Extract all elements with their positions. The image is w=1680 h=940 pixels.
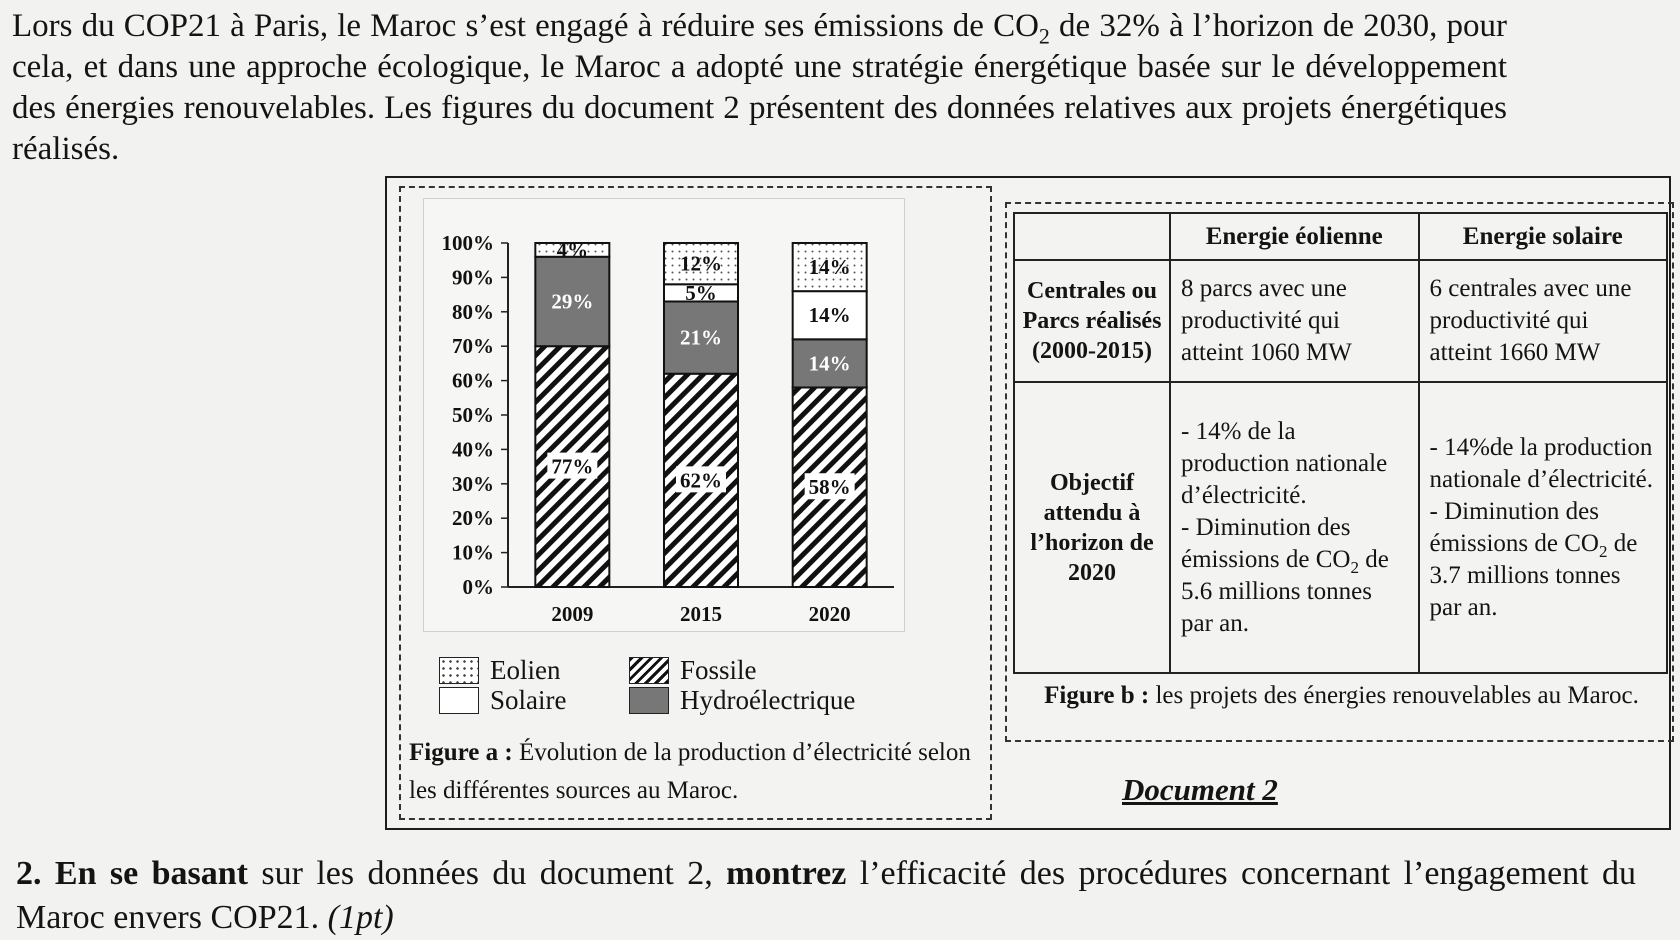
document-2-box: [385, 176, 1671, 830]
cell-eolien-centrales: 8 parcs avec une productivité qui atteint 1060 MW: [1170, 260, 1419, 382]
data-label: 58%: [808, 475, 851, 500]
figure-a-text: Évolution de la production d’électricité selon les différentes sources au Maroc.: [409, 739, 971, 804]
question-text-1: sur les données du document 2,: [248, 855, 727, 892]
y-tick-label: 0%: [462, 575, 494, 599]
solaire-co2-sub: 2: [1598, 541, 1608, 561]
legend-solaire: [439, 684, 566, 716]
solaire-objectif-a: - 14%de la production nationale d’électricité.: [1429, 433, 1653, 493]
eolien-co2-sub: 2: [1350, 557, 1359, 577]
data-label: 14%: [808, 303, 851, 328]
figure-a-caption: [409, 734, 984, 810]
intro-text-1: Lors du COP21 à Paris, le Maroc s’est engagé à réduire ses émissions de CO: [12, 8, 1039, 44]
legend-solaire-label: Solaire: [490, 684, 567, 715]
question-bold-1: En se basant: [41, 855, 248, 892]
eolien-objectif-a: - 14% de la production nationale d’électricité.: [1181, 417, 1388, 509]
fossile-swatch: [629, 657, 669, 684]
eolien-objectif-b: - Diminution des émissions de CO: [1181, 513, 1351, 573]
legend-hydro: [629, 684, 855, 716]
data-label: 14%: [808, 255, 851, 280]
question-paragraph: [16, 852, 1636, 940]
table-row: [1014, 382, 1667, 673]
y-tick-label: 80%: [452, 299, 494, 324]
figure-b-label: Figure b :: [1044, 682, 1150, 709]
table-corner-cell: [1014, 213, 1170, 260]
data-label: 4%: [556, 237, 589, 262]
table-header-row: [1014, 213, 1667, 260]
solaire-objectif-c: de 3.7 millions tonnes par an.: [1429, 529, 1638, 621]
y-tick-label: 20%: [452, 506, 494, 531]
question-points: (1pt): [327, 899, 394, 936]
chart-legend: [439, 654, 959, 724]
data-label: 77%: [551, 454, 594, 479]
y-tick-label: 70%: [452, 334, 494, 359]
figure-a-label: Figure a :: [409, 739, 513, 766]
intro-text-2: de 32% à l’horizon de 2030, pour cela, et dans une approche écologique, le Maroc a adopté une stratégie énergétique basée sur le développement des énergies renouvelables. Les figures du document 2 présentent des données relatives aux projets énergétiques réalisés.: [12, 8, 1507, 167]
row-head-centrales: Centrales ou Parcs réalisés (2000-2015): [1014, 260, 1170, 382]
solaire-objectif-b: - Diminution des émissions de CO: [1429, 497, 1599, 557]
legend-fossile-label: Fossile: [680, 654, 757, 685]
data-label: 29%: [551, 289, 594, 314]
data-label: 62%: [680, 468, 722, 493]
document-label: Document 2: [1122, 772, 1278, 807]
intro-paragraph: [12, 6, 1507, 170]
question-bold-2: montrez: [726, 855, 847, 892]
y-tick-label: 100%: [441, 231, 494, 255]
legend-hydro-label: Hydroélectrique: [680, 684, 856, 715]
figure-a-panel: [399, 186, 992, 820]
figure-b-text: les projets des énergies renouvelables au Maroc.: [1149, 682, 1639, 709]
legend-eolien-label: Eolien: [490, 654, 561, 685]
y-tick-label: 40%: [452, 437, 494, 462]
header-solaire: Energie solaire: [1419, 213, 1668, 260]
data-label: 5%: [685, 280, 717, 305]
y-tick-label: 60%: [452, 368, 494, 393]
question-number: 2.: [16, 855, 42, 892]
header-eolien: Energie éolienne: [1170, 213, 1419, 260]
row-head-objectif: Objectif attendu à l’horizon de 2020: [1014, 382, 1170, 673]
y-tick-label: 50%: [452, 403, 494, 427]
legend-eolien: [439, 654, 560, 686]
cell-eolien-objectif: [1170, 382, 1419, 673]
hydro-swatch: [629, 687, 669, 714]
question-text-2: l’efficacité des procédures concernant l’engagement du Maroc envers COP21.: [16, 855, 1637, 936]
chart-area: [423, 198, 905, 632]
stacked-bar-chart: [424, 199, 904, 631]
x-tick-label: 2009: [551, 602, 594, 626]
solaire-swatch: [439, 687, 479, 714]
y-tick-label: 90%: [452, 265, 494, 290]
x-tick-label: 2015: [680, 602, 722, 626]
data-label: 14%: [808, 351, 851, 376]
table-row: [1014, 260, 1667, 382]
eolien-objectif-c: de 5.6 millions tonnes par an.: [1181, 545, 1389, 637]
figure-b-panel: [1005, 202, 1674, 742]
x-tick-label: 2020: [808, 602, 851, 626]
eolien-swatch: [439, 657, 479, 684]
cell-solaire-objectif: [1419, 382, 1668, 673]
y-tick-label: 10%: [452, 540, 494, 565]
data-label: 21%: [680, 325, 722, 350]
legend-fossile: [629, 654, 757, 686]
figure-b-caption: [1007, 678, 1676, 714]
data-label: 12%: [680, 251, 722, 276]
y-tick-label: 30%: [452, 471, 494, 496]
co2-subscript: 2: [1038, 23, 1050, 49]
cell-solaire-centrales: 6 centrales avec une productivité qui atteint 1660 MW: [1419, 260, 1668, 382]
projects-table: [1013, 212, 1668, 674]
